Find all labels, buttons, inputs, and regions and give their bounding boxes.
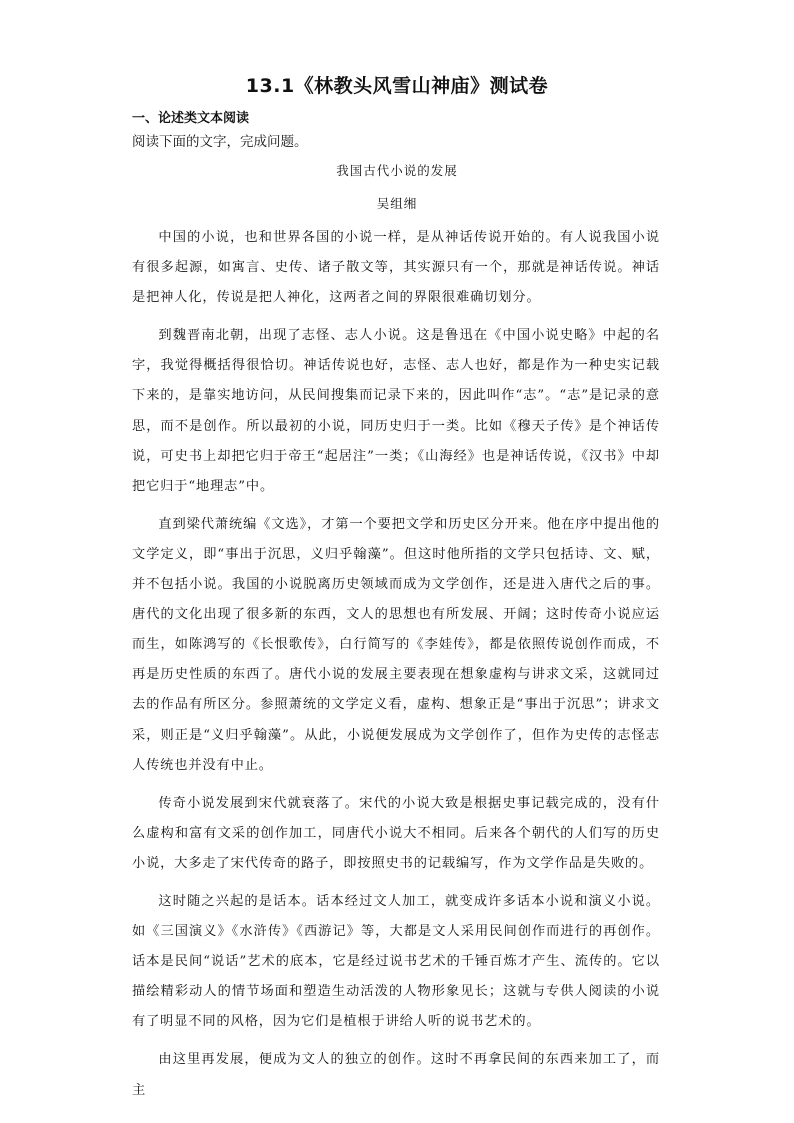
article-title: 我国古代小说的发展 (336, 163, 458, 178)
article-paragraph: 传奇小说发展到宋代就衰落了。宋代的小说大致是根据史事记载完成的，没有什么虚构和富有文采的创作加工，同唐代小说大不相同。后来各个朝代的人们写的历史小说，大多走了宋代传奇的路子，即按照史书的记载编写，作为文学作品是失败的。 (132, 795, 660, 871)
article-paragraph: 由这里再发展，便成为文人的独立的创作。这时不再拿民间的东西来加工了，而主 (132, 1052, 660, 1098)
article-author: 吴组缃 (376, 196, 418, 211)
article-body (132, 223, 660, 1114)
article-paragraph: 直到梁代萧统编《文选》，才第一个要把文学和历史区分开来。他在序中提出他的文学定义，即“事出于沉思，义归乎翰藻”。但这时他所指的文学只包括诗、文、赋，并不包括小说。我国的小说脱离历史领域而成为文学创作，还是进入唐代之后的事。唐代的文化出现了很多新的东西，文人的思想也有所发展、开阔；这时传奇小说应运而生，如陈鸿写的《长恨歌传》，白行简写的《李娃传》，都是依照传说创作而成，不再是历史性质的东西了。唐代小说的发展主要表现在想象虚构与讲求文采，这就同过去的作品有所区分。参照萧统的文学定义看，虚构、想象正是“事出于沉思”；讲求文采，则正是“义归乎翰藻”。从此，小说便发展成为文学创作了，但作为史传的志怪志人传统也并没有中止。 (132, 516, 660, 773)
reading-instruction: 阅读下面的文字，完成问题。 (132, 134, 308, 150)
article-paragraph: 中国的小说，也和世界各国的小说一样，是从神话传说开始的。有人说我国小说有很多起源，如寓言、史传、诸子散文等，其实源只有一个，那就是神话传说。神话是把神人化，传说是把人神化，这两者之间的界限很难确切划分。 (132, 230, 660, 306)
document-title: 13.1《林教头风雪山神庙》测试卷 (245, 75, 549, 97)
article-paragraph: 到魏晋南北朝，出现了志怪、志人小说。这是鲁迅在《中国小说史略》中起的名字，我觉得概括得很恰切。神话传说也好，志怪、志人也好，都是作为一种史实记载下来的，是靠实地访问，从民间搜集而记录下来的，因此叫作“志”。“志”是记录的意思，而不是创作。所以最初的小说，同历史归于一类。比如《穆天子传》是个神话传说，可史书上却把它归于帝王“起居注”一类；《山海经》也是神话传说，《汉书》中却把它归于“地理志”中。 (132, 328, 660, 494)
article-paragraph: 这时随之兴起的是话本。话本经过文人加工，就变成许多话本小说和演义小说。如《三国演义》《水浒传》《西游记》等，大都是文人采用民间创作而进行的再创作。话本是民间“说话”艺术的底本，它是经过说书艺术的千锤百炼才产生、流传的。它以描绘精彩动人的情节场面和塑造生动活泼的人物形象见长；这就与专供人阅读的小说有了明显不同的风格，因为它们是植根于讲给人听的说书艺术的。 (132, 893, 660, 1030)
section-heading: 一、论述类文本阅读 (132, 111, 250, 126)
